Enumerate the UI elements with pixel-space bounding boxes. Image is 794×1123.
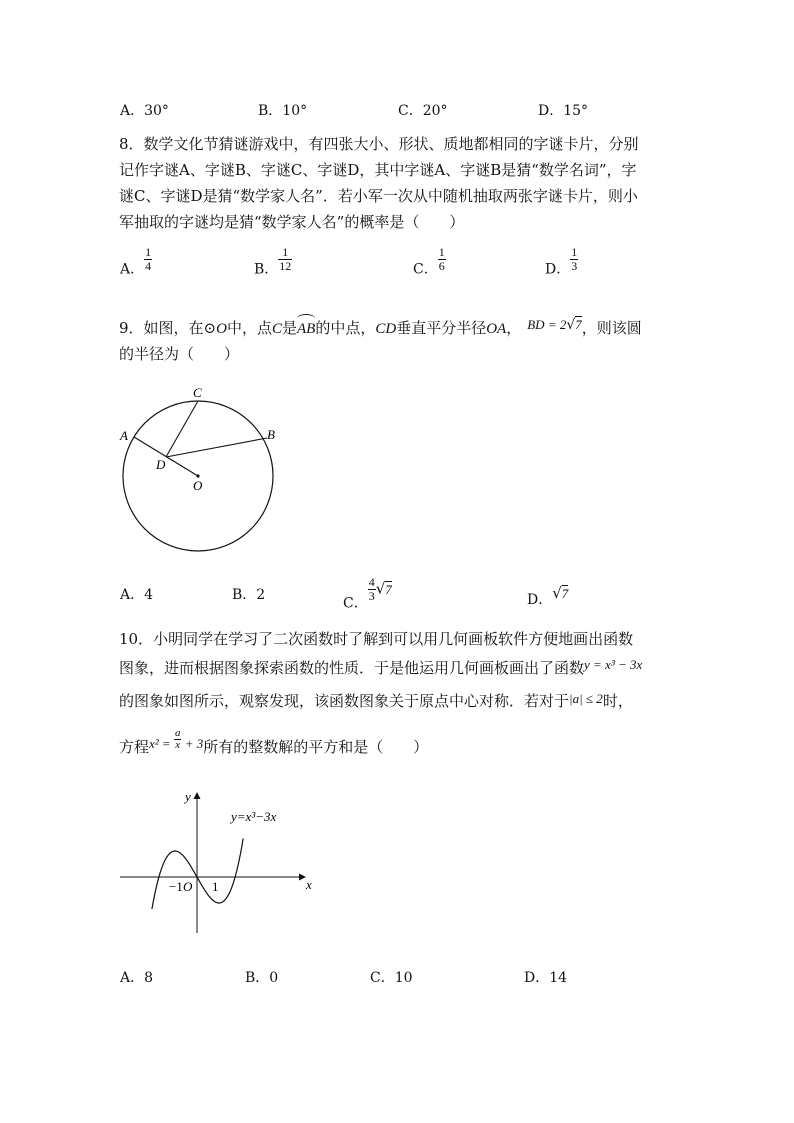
q10-line-1: 10．小明同学在学习了二次函数时了解到可以用几何画板软件方便地画出函数 [119,630,634,648]
q8-line-4: 军抽取的字谜均是猜“数学家人名”的概率是（ ） [119,213,465,231]
label-o: O [193,478,203,493]
q9-option-a: A．4 [120,587,154,603]
q10-option-d: D．14 [524,970,568,986]
tick-neg1: −1 [169,879,183,894]
q7-option-c: C．20° [398,103,448,119]
segment-cd [166,401,198,457]
q9-line-1: 9．如图，在⊙O中，点C是 AB的中点，CD垂直平分半径OA， BD = 2√7，则该圆 [119,312,642,342]
q10-line-4: 方程x² = $\frac{a}{x}$ + 3所有的整数解的平方和是（ ） [119,727,429,756]
q8-line-2: 记作字谜A、字谜B、字谜C、字谜D，其中字谜A、字谜B是猜“数学名词”，字 [119,161,637,179]
q9-option-d: D．√7 [527,584,569,608]
q10-function-graph [115,785,320,937]
arc-ab: AB [297,316,315,342]
q7-option-a: A．30° [120,103,169,119]
y-axis-label: y [185,789,191,804]
q7-option-b: B．10° [258,103,308,119]
q9-option-b: B．2 [232,587,266,603]
q7-option-d: D．15° [538,103,589,119]
label-c: C [193,385,202,400]
curve-label: y=x³−3x [231,809,277,824]
q10-line-2: 图象，进而根据图象探索函数的性质．于是他运用几何画板画出了函数y = x³ − 3x [119,657,643,677]
q10-line-3: 的图象如图所示，观察发现，该函数图象关于原点中心对称．若对于|a| ≤ 2时， [119,691,633,710]
segment-db [166,438,267,457]
q9-line-2: 的半径为（ ） [119,345,240,363]
x-axis-label: x [306,877,312,892]
circle-symbol-icon: ⊙ [203,319,217,337]
q8-line-3: 谜C、字谜D是猜“数学家人名”．若小军一次从中随机抽取两张字谜卡片，则小 [119,187,638,205]
tick-1: 1 [212,879,219,894]
q8-line-1: 8．数学文化节猜谜游戏中，有四张大小、形状、质地都相同的字谜卡片，分别 [119,135,639,153]
q8-option-d: D． $\frac{1}{3}$ [545,245,578,278]
q10-option-b: B．0 [245,970,279,986]
label-d: D [156,457,166,472]
q9-option-c: C． $\frac{4}{3}$ √7 [343,575,392,612]
q8-option-a: A． $\frac{1}{4}$ [120,245,152,278]
cubic-curve [152,839,243,910]
q8-option-b: B． $\frac{1}{12}$ [254,245,292,278]
q8-option-c: C． $\frac{1}{6}$ [413,245,445,278]
label-a: A [120,428,128,443]
label-b: B [267,427,275,442]
q10-option-c: C．10 [370,970,413,986]
q10-option-a: A．8 [120,970,154,986]
q9-circle-figure [110,380,290,560]
origin-label: O [183,879,193,894]
